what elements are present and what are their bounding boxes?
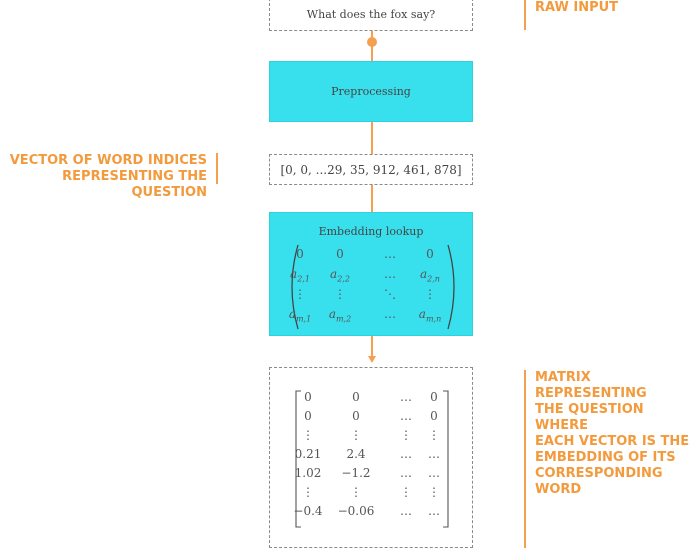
embedding-title: Embedding lookup xyxy=(318,225,424,238)
matrix-cell: ⋱ xyxy=(384,287,396,301)
output-label-line-4: EMBEDDING OF ITS xyxy=(535,450,676,465)
indices-box xyxy=(269,154,473,185)
matrix-cell: $a_{2,2}$ xyxy=(330,267,350,284)
matrix-cell: … xyxy=(428,466,440,480)
matrix-cell: ⋮ xyxy=(302,485,314,499)
indices-label-bar xyxy=(216,153,218,184)
matrix-cell: 0 xyxy=(304,390,312,404)
connector-indices-to-embedding xyxy=(371,185,373,212)
output-matrix-box xyxy=(269,367,473,548)
raw-input-box xyxy=(269,0,473,31)
indices-label-line-1: VECTOR OF WORD INDICES xyxy=(9,153,207,168)
matrix-cell: 0 xyxy=(430,409,438,423)
matrix-cell: −1.2 xyxy=(341,466,371,480)
matrix-cell: … xyxy=(428,504,440,518)
output-label-line-5: CORRESPONDING WORD xyxy=(535,466,663,497)
output-matrix-label-bar xyxy=(524,370,526,548)
matrix-cell: 0.21 xyxy=(294,447,322,461)
connector-dot xyxy=(367,37,377,47)
matrix-cell: $a_{2,n}$ xyxy=(420,267,440,284)
matrix-cell: … xyxy=(384,307,396,321)
matrix-cell: 1.02 xyxy=(294,466,322,480)
matrix-cell: ⋮ xyxy=(428,485,440,499)
matrix-cell: 0 xyxy=(336,247,344,261)
output-label-line-1: MATRIX REPRESENTING xyxy=(535,370,647,401)
matrix-cell: −0.4 xyxy=(293,504,323,518)
matrix-cell: $a_{m,2}$ xyxy=(328,307,352,324)
matrix-cell: ⋮ xyxy=(428,428,440,442)
matrix-cell: −0.06 xyxy=(337,504,375,518)
arrow-head xyxy=(368,356,376,363)
indices-label-line-2: REPRESENTING THE QUESTION xyxy=(62,169,207,200)
matrix-cell: 0 xyxy=(430,390,438,404)
matrix-cell: 0 xyxy=(426,247,434,261)
raw-input-label-bar xyxy=(524,0,526,30)
matrix-cell: … xyxy=(384,247,396,261)
matrix-cell: … xyxy=(400,390,412,404)
matrix-cell: $a_{m,1}$ xyxy=(288,307,312,324)
matrix-cell: 2.4 xyxy=(346,447,366,461)
matrix-cell: … xyxy=(400,409,412,423)
matrix-cell: $a_{m,n}$ xyxy=(418,307,442,324)
matrix-cell: 0 xyxy=(352,409,360,423)
connector-embedding-to-matrix xyxy=(371,336,373,358)
matrix-cell: … xyxy=(384,267,396,281)
matrix-cell: 0 xyxy=(304,409,312,423)
raw-input-label: RAW INPUT xyxy=(535,0,619,15)
output-label-line-2: THE QUESTION WHERE xyxy=(535,402,644,433)
matrix-cell: ⋮ xyxy=(294,287,306,301)
raw-input-text: What does the fox say? xyxy=(306,8,436,21)
matrix-cell: ⋮ xyxy=(334,287,346,301)
matrix-cell: ⋮ xyxy=(400,485,412,499)
matrix-cell: ⋮ xyxy=(302,428,314,442)
embedding-box xyxy=(269,212,473,336)
indices-label xyxy=(0,153,207,201)
matrix-cell: … xyxy=(428,447,440,461)
connector-preprocessing-to-indices xyxy=(371,122,373,154)
output-matrix-label xyxy=(535,370,700,498)
matrix-cell: ⋮ xyxy=(400,428,412,442)
matrix-cell: 0 xyxy=(352,390,360,404)
indices-text: [0, 0, ...29, 35, 912, 461, 878] xyxy=(280,162,462,177)
preprocessing-title: Preprocessing xyxy=(331,85,411,98)
matrix-cell: $a_{2,1}$ xyxy=(290,267,310,284)
matrix-cell: ⋮ xyxy=(424,287,436,301)
output-label-line-3: EACH VECTOR IS THE xyxy=(535,434,690,449)
matrix-cell: … xyxy=(400,466,412,480)
matrix-cell: … xyxy=(400,447,412,461)
matrix-cell: ⋮ xyxy=(350,485,362,499)
matrix-cell: 0 xyxy=(296,247,304,261)
preprocessing-box xyxy=(269,61,473,122)
matrix-cell: ⋮ xyxy=(350,428,362,442)
matrix-cell: … xyxy=(400,504,412,518)
